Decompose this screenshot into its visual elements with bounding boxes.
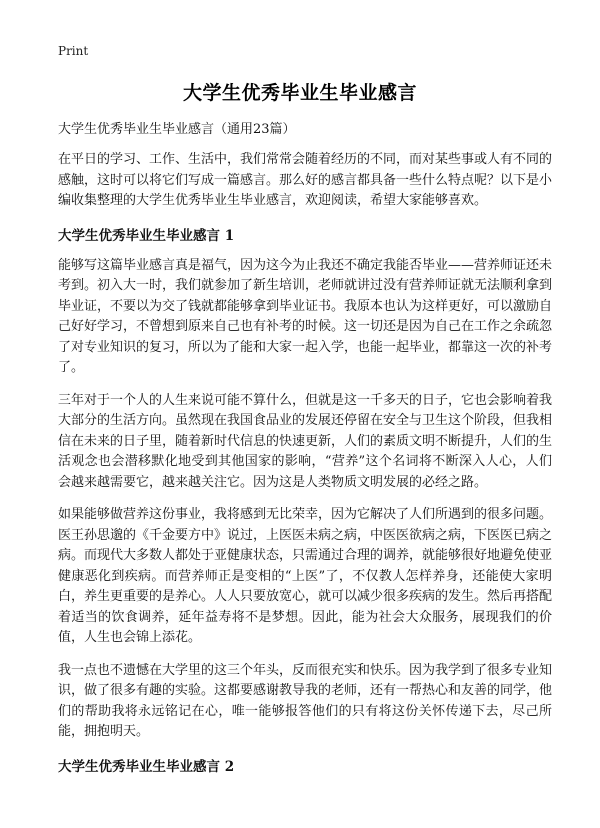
print-link[interactable]: Print: [58, 44, 89, 58]
paragraph: 我一点也不遗憾在大学里的这三个年头，反而很充实和快乐。因为我学到了很多专业知识，做了很多有趣的实验。这都要感谢教导我的老师，还有一帮热心和友善的同学，他们的帮助我将永远铭记在心，唯一能够报答他们的只有将这份关怀传递下去，尽己所能，拥抱明天。: [58, 662, 553, 739]
section-heading: 大学生优秀毕业生毕业感言 2: [58, 758, 235, 775]
subtitle: 大学生优秀毕业生毕业感言（通用23篇）: [58, 122, 296, 137]
section-2: [58, 757, 552, 777]
intro-paragraph: 在平日的学习、工作、生活中，我们常常会随着经历的不同，而对某些事或人有不同的感触，这时可以将它们写成一篇感言。那么好的感言都具备一些什么特点呢？以下是小编收集整理的大学生优秀毕业生毕业感言，欢迎阅读，希望大家能够喜欢。: [58, 152, 553, 208]
section-1: [58, 226, 552, 743]
page-title: 大学生优秀毕业生毕业感言: [182, 82, 417, 104]
paragraph: 如果能够做营养这份事业，我将感到无比荣幸，因为它解决了人们所遇到的很多问题。医王孙思邈的《千金要方中》说过，上医医未病之病，中医医欲病之病，下医医已病之病。而现代大多数人都处于亚健康状态，只需通过合理的调养，就能够很好地避免使亚健康恶化到疾病。而营养师正是变相的“上医”了，不仅教人怎样养身，还能使大家明白，养生更重要的是养心。人人只要放宽心，就可以减少很多疾病的发生。然后再搭配着适当的饮食调养，延年益寿将不是梦想。因此，能为社会大众服务，展现我们的价值，人生也会锦上添花。: [58, 507, 553, 645]
article-body: [58, 150, 552, 787]
paragraph: 能够写这篇毕业感言真是福气，因为这今为止我还不确定我能否毕业——营养师证还未考到。初入大一时，我们就参加了新生培训，老师就讲过没有营养师证就无法顺利拿到毕业证，不要以为交了钱就都能够拿到毕业证书。我原本也认为这样更好，可以激励自己好好学习，不曾想到原来自己也有补考的时候。这一切还是因为自己在工作之余疏忽了对专业知识的复习，所以为了能和大家一起入学，也能一起毕业，都靠这一次的补考了。: [58, 257, 553, 375]
section-heading: 大学生优秀毕业生毕业感言 1: [58, 227, 235, 244]
paragraph: 三年对于一个人的人生来说可能不算什么，但就是这一千多天的日子，它也会影响着我大部分的生活方向。虽然现在我国食品业的发展还停留在安全与卫生这个阶段，但我相信在未来的日子里，随着新时代信息的快速更新，人们的素质文明不断提升，人们的生活观念也会潜移默化地受到其他国家的影响，“营养”这个名词将不断深入人心，人们会越来越需要它，越来越关注它。因为这是人类物质文明发展的必经之路。: [58, 392, 553, 490]
